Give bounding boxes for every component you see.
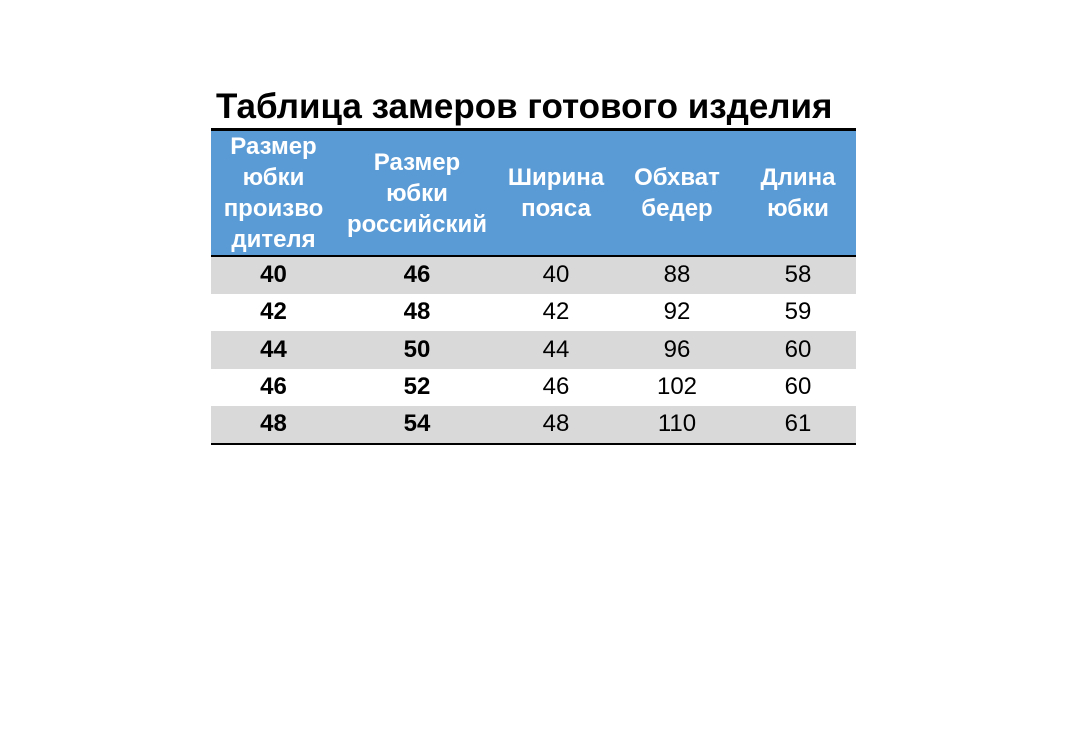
table-cell: 61 — [740, 406, 856, 444]
table-row — [211, 406, 856, 444]
table-cell: 52 — [403, 373, 431, 401]
table-cell: 50 — [336, 331, 498, 369]
table-cell: 40 — [211, 256, 336, 294]
table-cell: 48 — [403, 298, 431, 326]
table-cell: 60 — [784, 373, 812, 401]
table-cell: 42 — [260, 298, 287, 326]
header-skirt-length: Длина юбки — [740, 130, 856, 257]
table-cell: 102 — [656, 373, 698, 401]
table-cell: 88 — [614, 256, 740, 294]
table-row — [211, 331, 856, 369]
table-row — [211, 256, 856, 294]
table-row — [211, 369, 856, 407]
header-hip-girth: Обхват бедер — [614, 130, 740, 257]
table-cell: 40 — [498, 256, 614, 294]
table-row — [211, 294, 856, 332]
table-cell: 92 — [663, 298, 691, 326]
size-table — [211, 128, 856, 445]
table-cell: 48 — [498, 406, 614, 444]
header-manufacturer-size: Размер юбки произво дителя — [211, 130, 336, 257]
table-cell: 59 — [784, 298, 812, 326]
table-header-row — [211, 130, 856, 257]
table-cell: 60 — [740, 331, 856, 369]
table-cell: 46 — [336, 256, 498, 294]
table-cell: 54 — [336, 406, 498, 444]
table-cell: 58 — [740, 256, 856, 294]
table-cell: 44 — [498, 331, 614, 369]
table-cell: 46 — [542, 373, 570, 401]
header-russian-size: Размер юбки российский — [336, 130, 498, 257]
page-title: Таблица замеров готового изделия — [216, 87, 833, 126]
table-cell: 44 — [211, 331, 336, 369]
table-cell: 110 — [614, 406, 740, 444]
table-cell: 46 — [260, 373, 287, 401]
header-waist-width: Ширина пояса — [498, 130, 614, 257]
table-cell: 42 — [542, 298, 570, 326]
table-cell: 48 — [211, 406, 336, 444]
table-cell: 96 — [614, 331, 740, 369]
